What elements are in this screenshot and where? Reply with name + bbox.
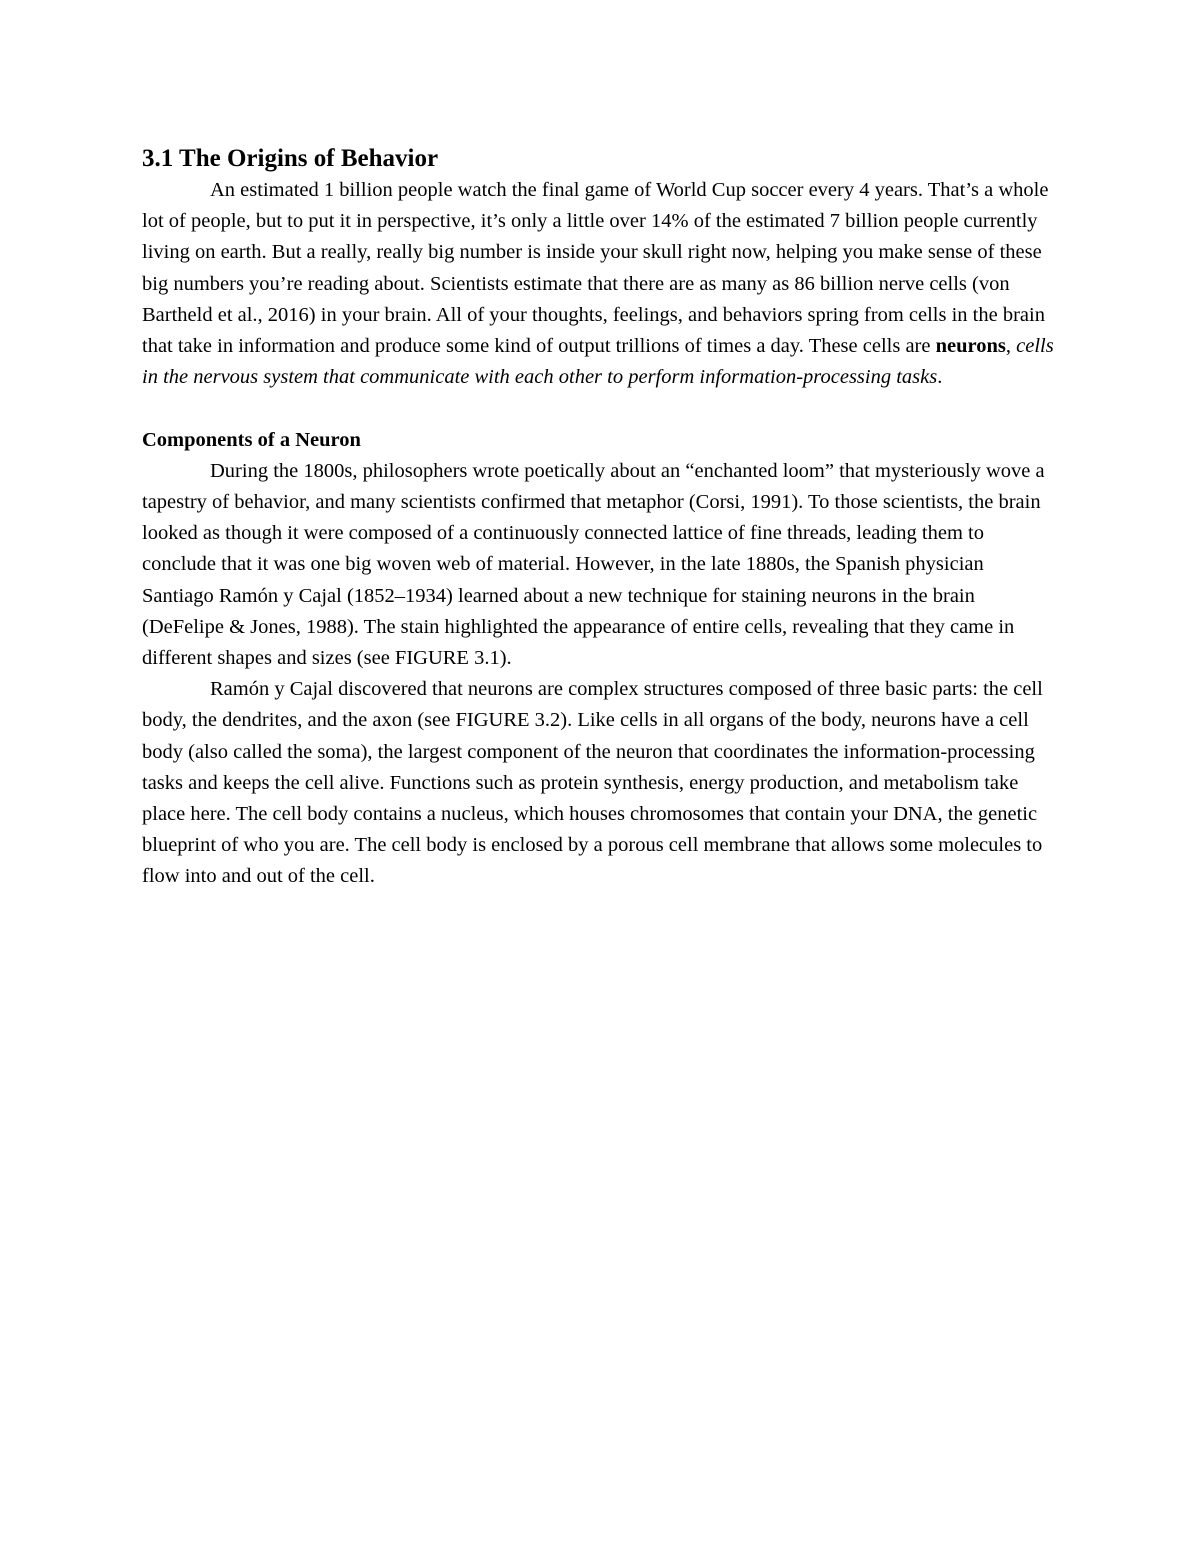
subsection-title: Components of a Neuron [142, 428, 361, 451]
key-term-neurons: neurons [935, 335, 1006, 358]
intro-text: An estimated 1 billion people watch the final game of World Cup soccer every 4 years. That’s a whole lot of people, but to put it in perspective, it’s only a little over 14% of the estimated 7 billion people currently living on earth. But a really, really big number is inside your skull right now, helping you make sense of these big numbers you’re reading about. Scientists estimate that there are as many as 86 billion nerve cells (von Bartheld et al., 2016) in your brain. All of your thoughts, feelings, and behaviors spring from cells in the brain that take in information and produce some kind of output trillions of times a day. These cells are [142, 179, 1049, 358]
body-paragraph-1: During the 1800s, philosophers wrote poetically about an “enchanted loom” that mysteriously wove a tapestry of behavior, and many scientists confirmed that metaphor (Corsi, 1991). To those scientists, the brain looked as though it were composed of a continuously connected lattice of fine threads, leading them to conclude that it was one big woven web of material. However, in the late 1880s, the Spanish physician Santiago Ramón y Cajal (1852–1934) learned about a new technique for staining neurons in the brain (DeFelipe & Jones, 1988). The stain highlighted the appearance of entire cells, revealing that they came in different shapes and sizes (see FIGURE 3.1). [142, 459, 1045, 670]
definition-period: . [937, 366, 943, 389]
body-paragraph-2: Ramón y Cajal discovered that neurons are complex structures composed of three basic parts: the cell body, the dendrites, and the axon (see FIGURE 3.2). Like cells in all organs of the body, neurons have a cell body (also called the soma), the largest component of the neuron that coordinates the information-processing tasks and keeps the cell alive. Functions such as protein synthesis, energy production, and metabolism take place here. The cell body contains a nucleus, which houses chromosomes that contain your DNA, the genetic blueprint of who you are. The cell body is enclosed by a porous cell membrane that allows some molecules to flow into and out of the cell. [142, 678, 1043, 888]
document-body [142, 143, 1060, 893]
intro-paragraph [142, 175, 1060, 393]
key-term-definition: cells in the nervous system that communicate with each other to perform information-processing tasks [142, 335, 1054, 389]
key-term-comma: , [1005, 335, 1011, 358]
paragraph-gap [142, 393, 1060, 424]
section-title: 3.1 The Origins of Behavior [142, 145, 439, 172]
